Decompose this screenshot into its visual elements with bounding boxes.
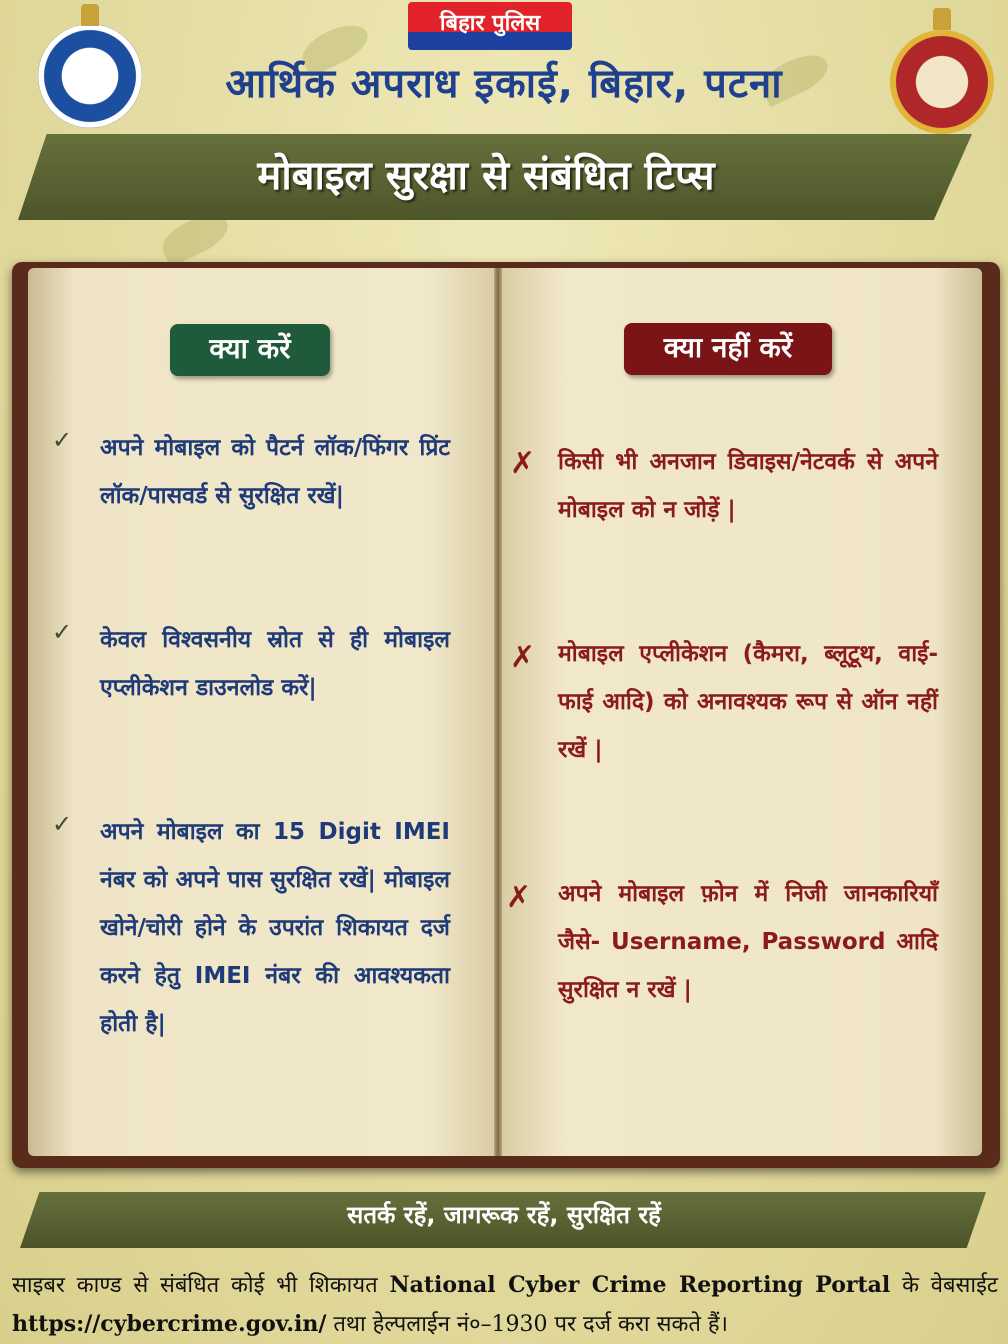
dont-section-label: क्या नहीं करें xyxy=(624,323,832,375)
cross-icon: ✗ xyxy=(506,880,532,915)
page-title: मोबाइल सुरक्षा से संबंधित टिप्स xyxy=(257,153,715,199)
portal-name: National Cyber Crime Reporting Portal xyxy=(389,1272,891,1298)
do-item-text: अपने मोबाइल को पैटर्न लॉक/फिंगर प्रिंट लॉक/पासवर्ड से सुरक्षित रखें| xyxy=(100,435,450,509)
footer-text: तथा हेल्पलाईन नं०–1930 पर दर्ज करा सकते हैं। xyxy=(326,1312,728,1337)
slogan: सतर्क रहें, जागरूक रहें, सुरक्षित रहें xyxy=(347,1201,661,1229)
book-spine xyxy=(494,268,502,1156)
footer-text: के वेबसाईट xyxy=(890,1273,999,1298)
dont-item-text: अपने मोबाइल फ़ोन में निजी जानकारियाँ जैसे- Username, Password आदि सुरक्षित न रखें | xyxy=(558,881,938,1003)
cross-icon: ✗ xyxy=(510,640,536,675)
check-icon: ✓ xyxy=(52,426,73,454)
do-item-text: केवल विश्वसनीय स्रोत से ही मोबाइल एप्लीकेशन डाउनलोड करें| xyxy=(100,627,450,701)
ashoka-emblem-icon xyxy=(81,4,99,26)
cross-icon: ✗ xyxy=(510,446,536,481)
footer-note xyxy=(12,1266,998,1344)
check-icon: ✓ xyxy=(52,618,73,646)
check-icon: ✓ xyxy=(52,810,73,838)
ashoka-emblem-icon xyxy=(933,8,951,30)
footer-text: साइबर काण्ड से संबंधित कोई भी शिकायत xyxy=(12,1273,390,1298)
org-title: आर्थिक अपराध इकाई, बिहार, पटना xyxy=(225,61,783,107)
dont-item-text: किसी भी अनजान डिवाइस/नेटवर्क से अपने मोबाइल को न जोड़ें | xyxy=(558,449,938,523)
dept-badge: बिहार पुलिस xyxy=(408,2,572,50)
do-item-text: अपने मोबाइल का 15 Digit IMEI नंबर को अपने पास सुरक्षित रखें| मोबाइल खोने/चोरी होने के उपरांत शिकायत दर्ज करने हेतु IMEI नंबर की आवश्यकता होती है| xyxy=(100,819,450,1037)
dont-item-text: मोबाइल एप्लीकेशन (कैमरा, ब्लूटूथ, वाई-फाई आदि) को अनावश्यक रूप से ऑन नहीं रखें | xyxy=(558,641,938,763)
portal-url-link[interactable]: https://cybercrime.gov.in/ xyxy=(12,1311,327,1337)
do-section-label: क्या करें xyxy=(170,324,330,376)
